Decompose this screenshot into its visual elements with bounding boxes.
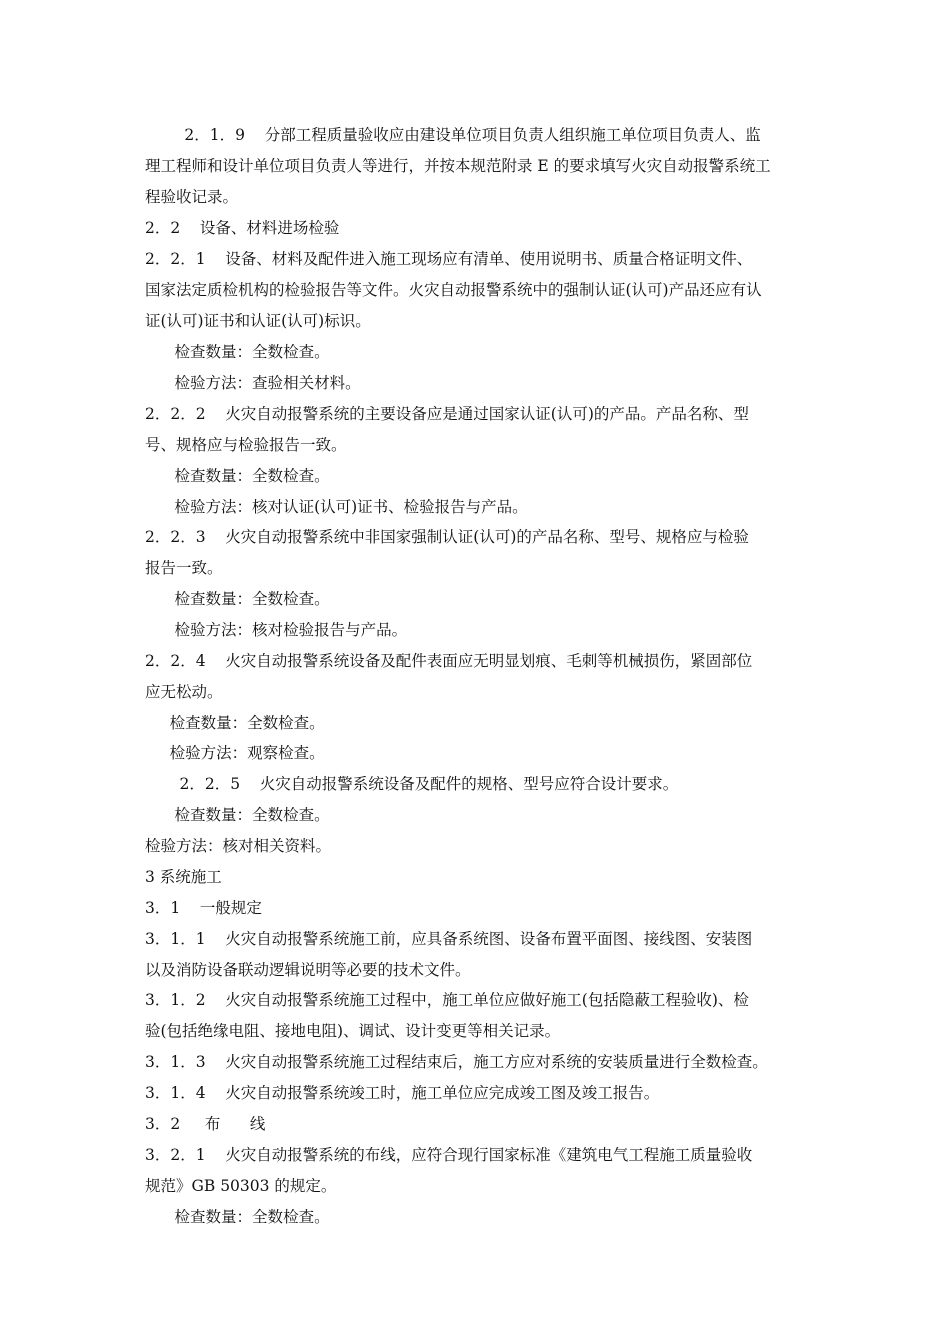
text-line: 3．2．1 火灾自动报警系统的布线，应符合现行国家标准《建筑电气工程施工质量验收: [145, 1146, 753, 1164]
text-line: 3．1．2 火灾自动报警系统施工过程中，施工单位应做好施工(包括隐蔽工程验收)、检: [145, 991, 749, 1009]
text-line: 2．2．3 火灾自动报警系统中非国家强制认证(认可)的产品名称、型号、规格应与检验: [145, 528, 749, 546]
text-line: 应无松动。: [145, 683, 223, 701]
text-line: 检查数量：全数检查。: [145, 343, 330, 361]
text-line: 验(包括绝缘电阻、接地电阻)、调试、设计变更等相关记录。: [145, 1022, 561, 1040]
text-line: 报告一致。: [145, 559, 223, 577]
chapter-heading: 3 系统施工: [145, 868, 222, 886]
section-heading: 2．2 设备、材料进场检验: [145, 219, 340, 237]
section-heading: 3．1 一般规定: [145, 899, 262, 917]
text-line: 理工程师和设计单位项目负责人等进行，并按本规范附录 E 的要求填写火灾自动报警系统工: [145, 157, 771, 175]
text-line: 3．1．1 火灾自动报警系统施工前，应具备系统图、设备布置平面图、接线图、安装图: [145, 930, 753, 948]
text-line: 程验收记录。: [145, 188, 239, 206]
text-line: 3．1．4 火灾自动报警系统竣工时，施工单位应完成竣工图及竣工报告。: [145, 1084, 660, 1102]
text-line: 3．1．3 火灾自动报警系统施工过程结束后，施工方应对系统的安装质量进行全数检查。: [145, 1053, 768, 1071]
text-line: 证(认可)证书和认证(认可)标识。: [145, 312, 371, 330]
text-line: 规范》GB 50303 的规定。: [145, 1177, 337, 1195]
text-line: 检验方法：核对认证(认可)证书、检验报告与产品。: [145, 498, 528, 516]
text-line: 检查数量：全数检查。: [145, 467, 330, 485]
text-line: 检验方法：核对检验报告与产品。: [145, 621, 408, 639]
text-line: 检查数量：全数检查。: [145, 1208, 330, 1226]
text-line: 以及消防设备联动逻辑说明等必要的技术文件。: [145, 961, 471, 979]
text-line: 2．2．2 火灾自动报警系统的主要设备应是通过国家认证(认可)的产品。产品名称、型: [145, 405, 749, 423]
text-line: 2．1．9 分部工程质量验收应由建设单位项目负责人组织施工单位项目负责人、监: [145, 126, 761, 144]
text-line: 检验方法：查验相关材料。: [145, 374, 361, 392]
text-line: 2．2．4 火灾自动报警系统设备及配件表面应无明显划痕、毛刺等机械损伤，紧固部位: [145, 652, 753, 670]
text-line: 检查数量：全数检查。: [145, 714, 325, 732]
text-line: 检查数量：全数检查。: [145, 806, 330, 824]
text-line: 2．2．1 设备、材料及配件进入施工现场应有清单、使用说明书、质量合格证明文件、: [145, 250, 753, 268]
text-line: 2．2．5 火灾自动报警系统设备及配件的规格、型号应符合设计要求。: [145, 775, 679, 793]
section-heading: 3．2 布 线: [145, 1115, 266, 1133]
text-line: 号、规格应与检验报告一致。: [145, 436, 347, 454]
text-line: 国家法定质检机构的检验报告等文件。火灾自动报警系统中的强制认证(认可)产品还应有认: [145, 281, 762, 299]
text-line: 检验方法：观察检查。: [145, 744, 325, 762]
text-line: 检查数量：全数检查。: [145, 590, 330, 608]
text-line: 检验方法：核对相关资料。: [145, 837, 332, 855]
